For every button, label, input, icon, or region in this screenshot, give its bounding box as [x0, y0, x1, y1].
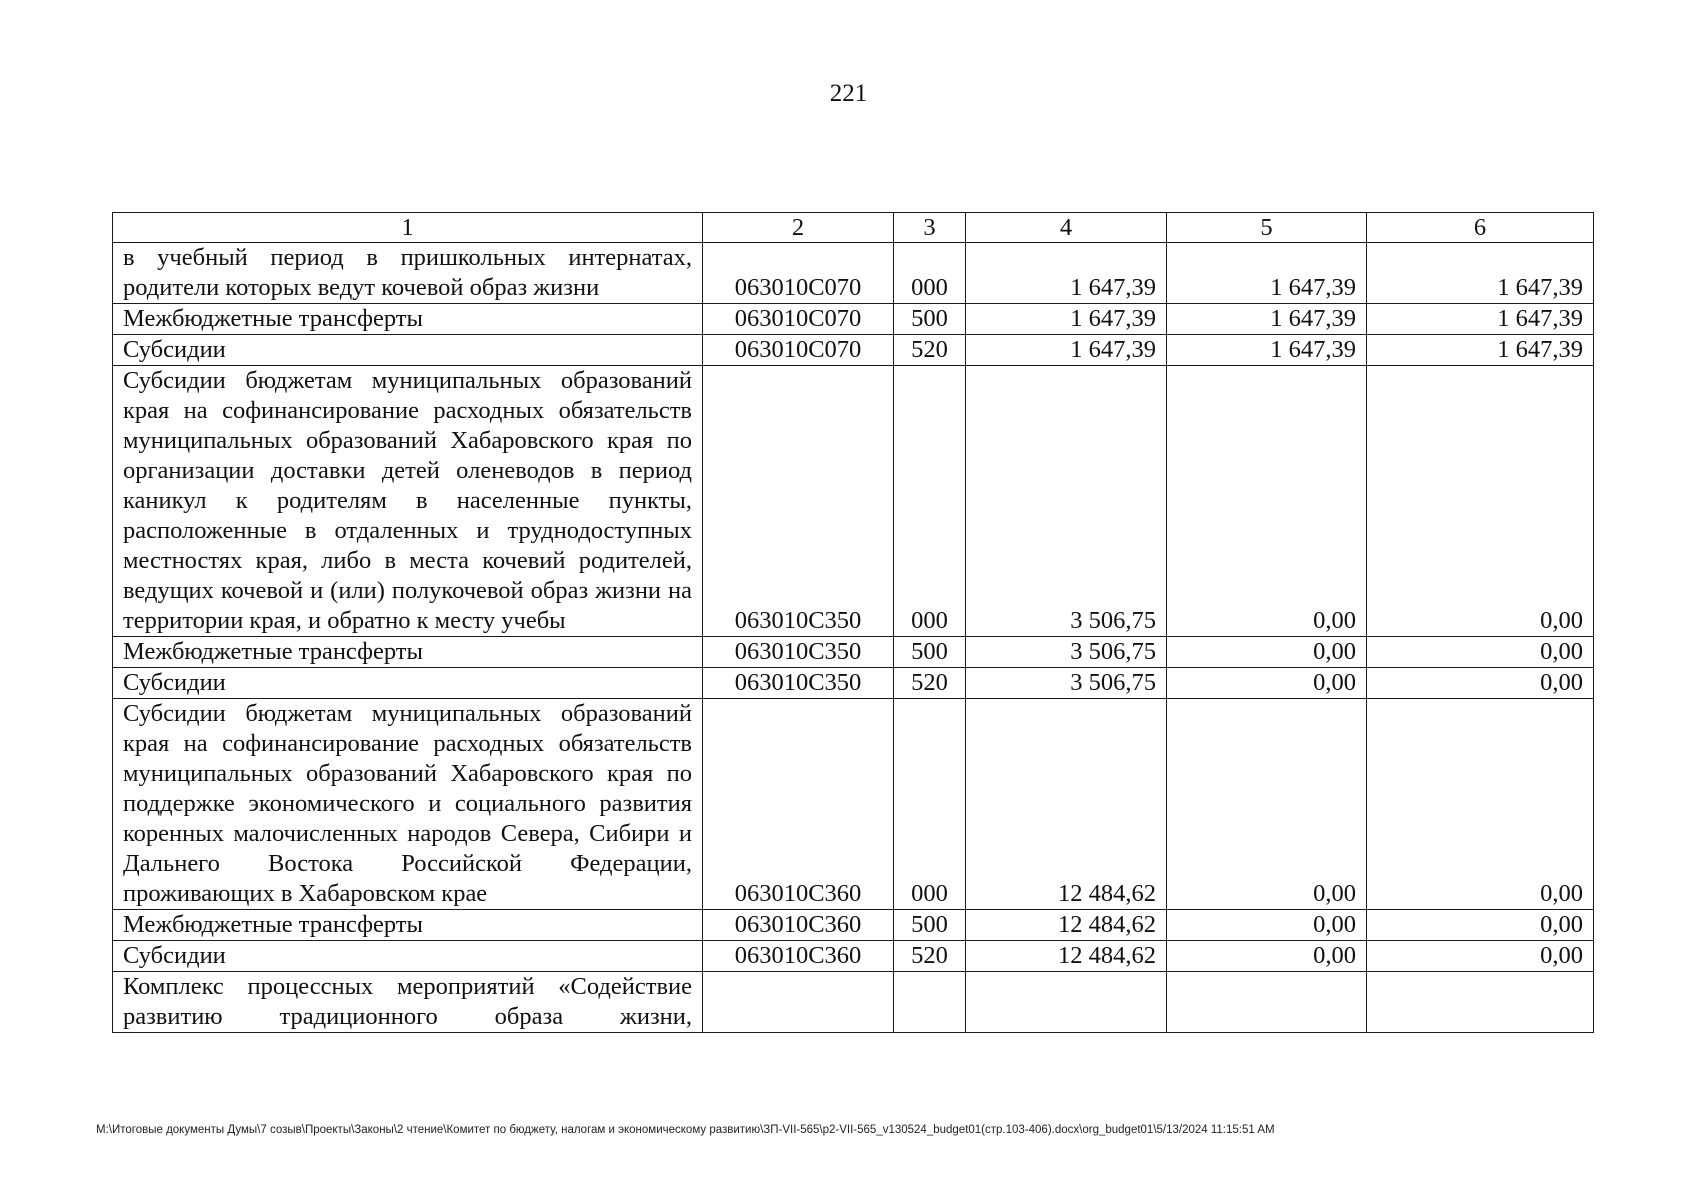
- row-code: 063010С350: [703, 366, 894, 637]
- row-kvr: [894, 972, 966, 1033]
- row-value-3: 0,00: [1367, 366, 1594, 637]
- row-value-1: 12 484,62: [966, 699, 1167, 910]
- row-name: Субсидии: [113, 941, 703, 972]
- row-value-2: 0,00: [1167, 637, 1367, 668]
- row-name: Субсидии бюджетам муниципальных образований края на софинансирование расходных обязательств муниципальных образований Хабаровского края по организации доставки детей оленеводов в период каникул к родителям в населенные пункты, расположенные в отдаленных и труднодоступных местностях края, либо в места кочевий родителей, ведущих кочевой и (или) полукочевой образ жизни на территории края, и обратно к месту учебы: [113, 366, 703, 637]
- row-code: 063010С070: [703, 335, 894, 366]
- row-name: Межбюджетные трансферты: [113, 304, 703, 335]
- column-header-4: 4: [966, 213, 1167, 243]
- row-kvr: 500: [894, 304, 966, 335]
- table-row: [113, 941, 1594, 972]
- row-name: Комплекс процессных мероприятий «Содействие развитию традиционного образа жизни,: [113, 972, 703, 1033]
- row-value-2: 0,00: [1167, 699, 1367, 910]
- table-row: [113, 366, 1594, 637]
- row-value-3: 0,00: [1367, 668, 1594, 699]
- row-value-1: 12 484,62: [966, 910, 1167, 941]
- table-row: [113, 335, 1594, 366]
- row-name: Субсидии бюджетам муниципальных образований края на софинансирование расходных обязательств муниципальных образований Хабаровского края по поддержке экономического и социального развития коренных малочисленных народов Севера, Сибири и Дальнего Востока Российской Федерации, проживающих в Хабаровском крае: [113, 699, 703, 910]
- row-kvr: 000: [894, 699, 966, 910]
- row-value-1: 3 506,75: [966, 366, 1167, 637]
- row-value-2: 1 647,39: [1167, 243, 1367, 304]
- row-code: 063010С070: [703, 304, 894, 335]
- row-value-2: 0,00: [1167, 941, 1367, 972]
- table-row: [113, 699, 1594, 910]
- column-header-2: 2: [703, 213, 894, 243]
- table-row: [113, 304, 1594, 335]
- row-code: 063010С360: [703, 910, 894, 941]
- row-value-3: 0,00: [1367, 699, 1594, 910]
- row-value-1: 1 647,39: [966, 335, 1167, 366]
- row-kvr: 520: [894, 941, 966, 972]
- budget-table: [112, 212, 1594, 1033]
- row-code: 063010С360: [703, 941, 894, 972]
- row-name: Субсидии: [113, 668, 703, 699]
- row-value-3: 0,00: [1367, 637, 1594, 668]
- row-value-1: [966, 972, 1167, 1033]
- row-code: 063010С350: [703, 668, 894, 699]
- row-value-2: 1 647,39: [1167, 304, 1367, 335]
- row-value-1: 12 484,62: [966, 941, 1167, 972]
- page-number: 221: [829, 80, 868, 107]
- row-kvr: 500: [894, 910, 966, 941]
- column-header-6: 6: [1367, 213, 1594, 243]
- row-value-3: 1 647,39: [1367, 304, 1594, 335]
- row-value-3: 0,00: [1367, 941, 1594, 972]
- table-row: [113, 668, 1594, 699]
- row-name: Межбюджетные трансферты: [113, 637, 703, 668]
- table-row: [113, 972, 1594, 1033]
- row-code: 063010С350: [703, 637, 894, 668]
- row-value-3: [1367, 972, 1594, 1033]
- row-value-2: 0,00: [1167, 910, 1367, 941]
- row-code: 063010С070: [703, 243, 894, 304]
- row-kvr: 500: [894, 637, 966, 668]
- table-row: [113, 910, 1594, 941]
- row-kvr: 520: [894, 668, 966, 699]
- table-header-row: [113, 213, 1594, 243]
- row-name: Субсидии: [113, 335, 703, 366]
- row-value-1: 3 506,75: [966, 637, 1167, 668]
- row-code: [703, 972, 894, 1033]
- row-kvr: 520: [894, 335, 966, 366]
- row-value-1: 1 647,39: [966, 304, 1167, 335]
- row-code: 063010С360: [703, 699, 894, 910]
- row-value-2: 1 647,39: [1167, 335, 1367, 366]
- column-header-3: 3: [894, 213, 966, 243]
- table-row: [113, 637, 1594, 668]
- row-value-1: 1 647,39: [966, 243, 1167, 304]
- row-kvr: 000: [894, 366, 966, 637]
- row-value-1: 3 506,75: [966, 668, 1167, 699]
- row-kvr: 000: [894, 243, 966, 304]
- row-value-2: 0,00: [1167, 366, 1367, 637]
- table-row: [113, 243, 1594, 304]
- row-value-3: 0,00: [1367, 910, 1594, 941]
- column-header-5: 5: [1167, 213, 1367, 243]
- column-header-1: 1: [113, 213, 703, 243]
- row-name: Межбюджетные трансферты: [113, 910, 703, 941]
- row-value-2: [1167, 972, 1367, 1033]
- row-name: в учебный период в пришкольных интернатах, родители которых ведут кочевой образ жизни: [113, 243, 703, 304]
- document-path-footer: M:\Итоговые документы Думы\7 созыв\Проекты\Законы\2 чтение\Комитет по бюджету, налогам и экономическому развитию\ЗП-VII-565\р2-VII-565_v130524_budget01(стр.103-406).docx\org_budget01\5/13/2024 11:15:51 AM: [96, 1124, 1275, 1136]
- row-value-3: 1 647,39: [1367, 243, 1594, 304]
- row-value-3: 1 647,39: [1367, 335, 1594, 366]
- row-value-2: 0,00: [1167, 668, 1367, 699]
